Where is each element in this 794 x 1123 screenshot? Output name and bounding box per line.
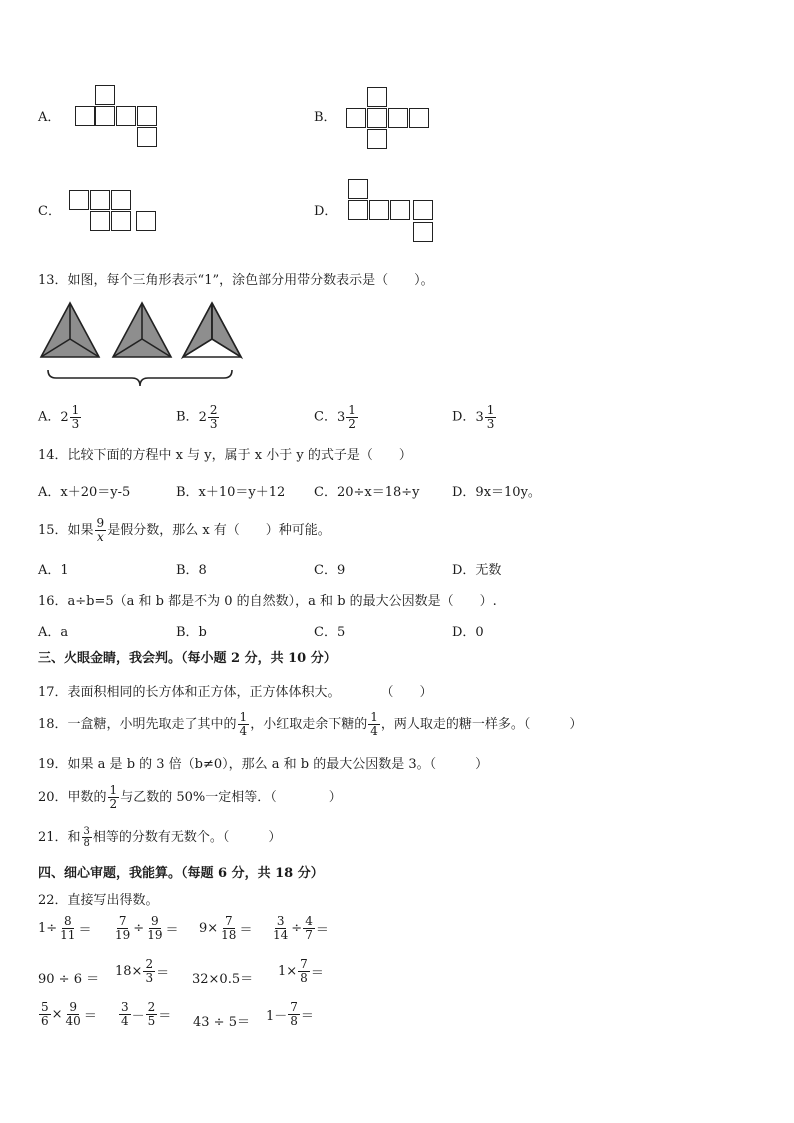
section-4-heading: 四、细心审题，我能算。（每题 6 分，共 18 分）: [38, 866, 324, 881]
option-a-label: A．: [38, 110, 61, 125]
q17-text: 17．表面积相同的长方体和正方体，正方体体积大。 （ ）: [38, 685, 433, 700]
calc-item: 32×0.5＝: [192, 972, 254, 987]
q14-option-c: C．20÷x＝18÷y: [314, 485, 420, 500]
section-3-heading: 三、火眼金睛，我会判。（每小题 2 分，共 10 分）: [38, 651, 337, 666]
q15-stem: 15．如果 $\frac{9}{x}$ 是假分数，那么 x 有（ ）种可能。: [38, 516, 331, 544]
triangle-2: [113, 303, 171, 357]
calc-item: $\frac{3}{14}$ ÷ $\frac{4}{7}$ ＝: [273, 914, 329, 942]
q13-option-b: B． 2 $\frac{2}{3}$: [176, 403, 218, 431]
q16-option-c: C．5: [314, 625, 346, 640]
curly-brace: [48, 370, 232, 386]
q13-option-c: C． 3 $\frac{1}{2}$: [314, 403, 356, 431]
calc-item: 9× $\frac{7}{18}$ ＝: [199, 914, 253, 942]
q16-option-b: B．b: [176, 625, 207, 640]
q16-stem: 16．a÷b=5（a 和 b 都是不为 0 的自然数），a 和 b 的最大公因数是（ ）.: [38, 594, 497, 609]
q19-text: 19．如果 a 是 b 的 3 倍（b≠0），那么 a 和 b 的最大公因数是 3。（ ）: [38, 757, 489, 772]
option-c-label: C．: [38, 204, 61, 219]
q14-option-d: D．9x＝10y。: [452, 485, 541, 500]
q15-option-d: D．无数: [452, 563, 502, 578]
option-b-label: B．: [314, 110, 337, 125]
q16-option-a: A．a: [38, 625, 69, 640]
triangle-1: [41, 303, 99, 357]
q20-text: 20．甲数的 $\frac{1}{2}$ 与乙数的 50%一定相等．（ ）: [38, 783, 342, 811]
q15-option-a: A．1: [38, 563, 69, 578]
q15-option-c: C．9: [314, 563, 346, 578]
calc-item: 18× $\frac{2}{3}$ ＝: [115, 957, 170, 985]
calc-item: 1× $\frac{7}{8}$ ＝: [278, 957, 324, 985]
calc-item: 1÷ $\frac{8}{11}$ ＝: [38, 914, 92, 942]
q16-option-d: D．0: [452, 625, 484, 640]
q14-option-b: B．x＋10＝y＋12: [176, 485, 286, 500]
triangle-3: [183, 303, 241, 357]
calc-item: $\frac{5}{6}$ × $\frac{9}{40}$ ＝: [41, 1000, 97, 1028]
q18-text: 18．一盒糖，小明先取走了其中的 $\frac{1}{4}$ ，小红取走余下糖的 $\frac{1}{4}$ ，两人取走的糖一样多。（ ）: [38, 710, 583, 738]
calc-item: 90 ÷ 6 ＝: [38, 972, 100, 987]
q13-option-d: D． 3 $\frac{1}{3}$: [452, 403, 495, 431]
q13-stem: 13．如图，每个三角形表示“1”，涂色部分用带分数表示是（ ）。: [38, 273, 434, 288]
q22-stem: 22．直接写出得数。: [38, 893, 159, 908]
q15-option-b: B．8: [176, 563, 207, 578]
q14-stem: 14．比较下面的方程中 x 与 y，属于 x 小于 y 的式子是（ ）: [38, 448, 412, 463]
q13-option-a: A． 2 $\frac{1}{3}$: [38, 403, 80, 431]
calc-item: 43 ÷ 5＝: [193, 1015, 250, 1030]
option-d-label: D．: [314, 204, 338, 219]
calc-item: $\frac{3}{4}$ － $\frac{2}{5}$ ＝: [121, 1000, 172, 1028]
q14-option-a: A．x＋20＝y-5: [38, 485, 131, 500]
q21-text: 21．和 $\frac{3}{8}$ 相等的分数有无数个。（ ）: [38, 826, 282, 849]
triangle-figure: [36, 298, 246, 392]
calc-item: 1－ $\frac{7}{8}$ ＝: [266, 1000, 314, 1028]
q17-answer-blank[interactable]: （ ）: [380, 685, 433, 700]
calc-item: $\frac{7}{19}$ ÷ $\frac{9}{19}$ ＝: [115, 914, 179, 942]
